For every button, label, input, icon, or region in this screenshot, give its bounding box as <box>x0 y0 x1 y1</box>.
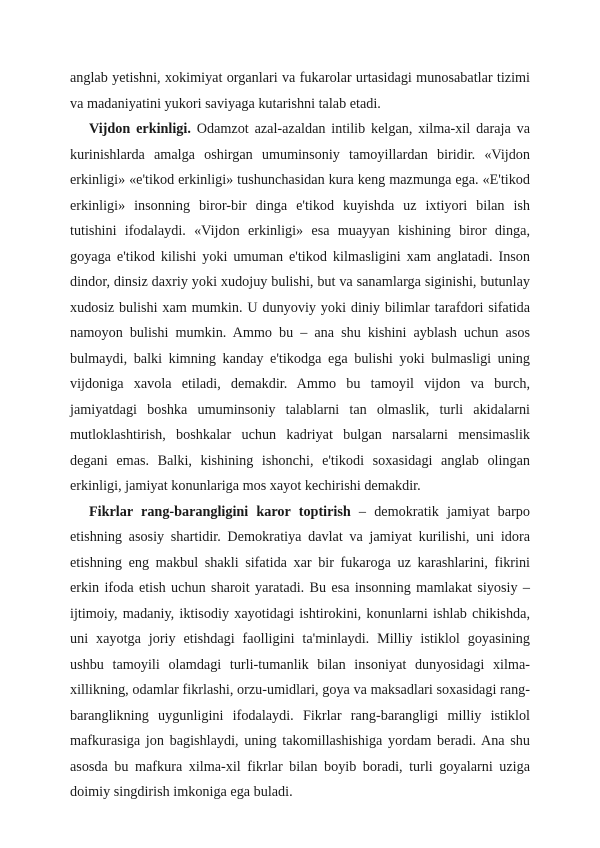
paragraph-fikrlar-rang-barangligi <box>70 500 530 806</box>
paragraph-vijdon-erkinligi <box>70 117 530 500</box>
paragraph-intro <box>70 66 530 117</box>
paragraph-vijdon-erkinligi-text: Odamzot azal-azaldan intilib kelgan, xilma-xil daraja va kurinishlarda amalga oshirgan umuminsoniy tamoyillardan biridir. «Vijdon erkinligi» «e'tikod erkinligi» tushunchasidan kura keng mazmunga ega. «E'tikod erkinligi» insonning biror-bir dinga e'tikod kuyishda uz ixtiyori bilan ish tutishini ifodalaydi. «Vijdon erkinligi» esa muayyan kishining biror dinga, goyaga e'tikod kilishi yoki umuman e'tikod kilmasligini xam anglatadi. Inson dindor, dinsiz daxriy yoki xudojuy bulishi, but va sanamlarga siginishi, butunlay xudosiz bulishi xam mumkin. U dunyoviy yoki diniy bilimlar tarafdori sifatida namoyon bulishi mumkin. Ammo bu – ana shu kishini ayblash uchun asos bulmaydi, balki kimning kanday e'tikodga ega bulishi yoki bulmasligi uning vijdoniga xavola etiladi, demakdir. Ammo bu tamoyil vijdon va burch, jamiyatdagi boshka umuminsoniy talablarni tan olmaslik, turli akidalarni mutloklashtirish, boshkalar uchun kadriyat bulgan narsalarni mensimaslik degani emas. Balki, kishining ishonchi, e'tikodi soxasidagi anglab olingan erkinligi, jamiyat konunlariga mos xayot kechirishi demakdir. <box>70 121 530 494</box>
paragraph-heading-vijdon-erkinligi: Vijdon erkinligi. <box>89 121 191 137</box>
paragraph-heading-fikrlar-rang-barangligi: Fikrlar rang-barangligini karor toptirish <box>89 503 351 520</box>
paragraph-intro-text: anglab yetishni, xokimiyat organlari va fukarolar urtasidagi munosabatlar tizimi va madaniyatini yukori saviyaga kutarishni talab etadi. <box>70 70 530 112</box>
paragraph-fikrlar-rang-barangligi-text: – demokratik jamiyat barpo etishning asosiy shartidir. Demokratiya davlat va jamiyat kurilishi, uni idora etishning eng makbul shakli sifatida xar bir fukaroga uz karashlarini, fikrini erkin ifoda etish uchun sharoit yaratadi. Bu esa insonning mamlakat siyosiy – ijtimoiy, madaniy, iktisodiy xayotidagi ishtirokini, konunlarni ishlab chikishda, uni xayotga joriy etishdagi faolligini ta'minlaydi. Milliy istiklol goyasining ushbu tamoyili olamdagi turli-tumanlik bilan insoniyat dunyosidagi xilma-xillikning, odamlar fikrlashi, orzu-umidlari, goya va maksadlari soxasidagi rang-baranglikning uygunligini ifodalaydi. Fikrlar rang-barangligi milliy istiklol mafkurasiga jon bagishlaydi, uning takomillashishiga yordam beradi. Ana shu asosda bu mafkura xilma-xil fikrlar bilan boyib boradi, turli goyalarni uziga doimiy singdirish imkoniga ega buladi. <box>70 503 530 800</box>
body-text <box>70 66 530 806</box>
